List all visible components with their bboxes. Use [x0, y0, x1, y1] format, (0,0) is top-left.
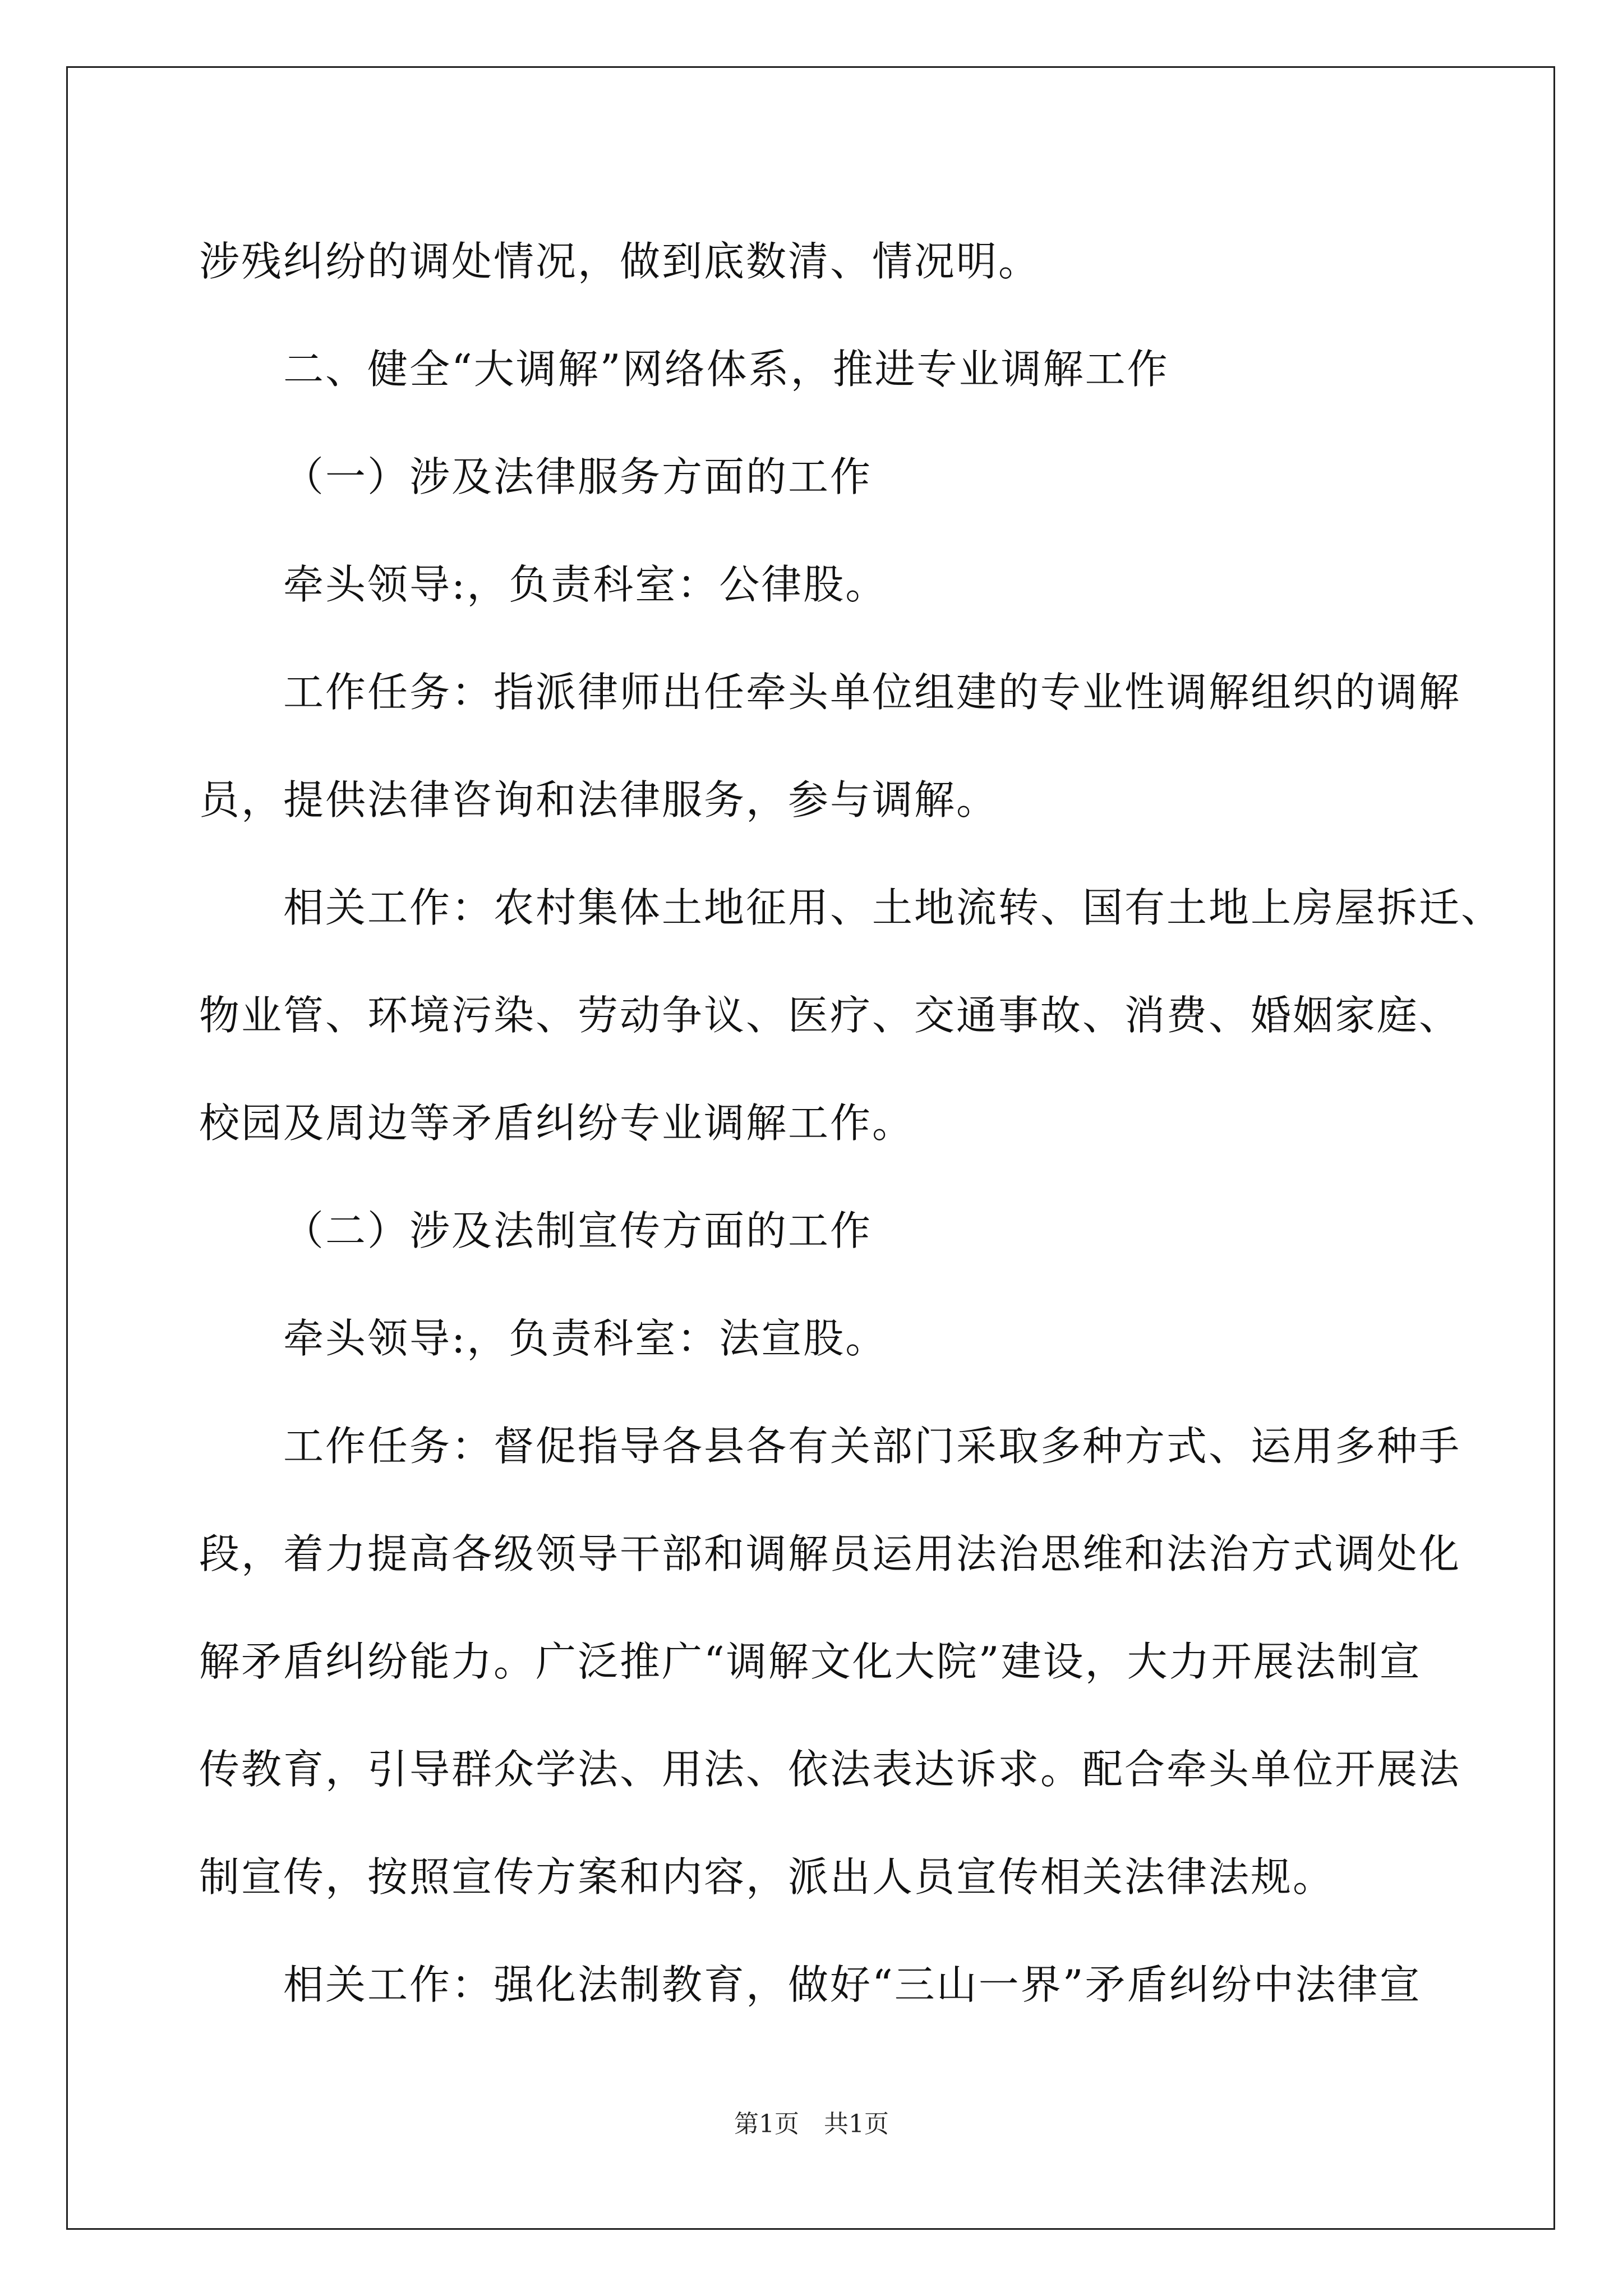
paragraph-line: 员，提供法律咨询和法律服务，参与调解。: [199, 776, 999, 823]
paragraph-line: 物业管、环境污染、劳动争议、医疗、交通事故、消费、婚姻家庭、: [199, 992, 1461, 1039]
document-body: [199, 208, 1504, 2039]
paragraph-line: 传教育，引导群众学法、用法、依法表达诉求。配合牵头单位开展法: [199, 1746, 1461, 1793]
paragraph-line: 相关工作：强化法制教育，做好“三山一界”矛盾纠纷中法律宣: [283, 1961, 1422, 2008]
subsection-heading: （二）涉及法制宣传方面的工作: [283, 1207, 873, 1254]
section-heading: 二、健全“大调解”网络体系，推进专业调解工作: [283, 346, 1169, 393]
paragraph-line: 校园及周边等矛盾纠纷专业调解工作。: [199, 1099, 915, 1147]
paragraph-line: 工作任务：指派律师出任牵头单位组建的专业性调解组织的调解: [283, 669, 1461, 716]
paragraph-line: 牵头领导:，负责科室：公律股。: [283, 561, 888, 608]
paragraph-line: 制宣传，按照宣传方案和内容，派出人员宣传相关法律法规。: [199, 1853, 1335, 1901]
paragraph-line: 牵头领导:，负责科室：法宣股。: [283, 1315, 888, 1362]
paragraph-line: 解矛盾纠纷能力。广泛推广“调解文化大院”建设，大力开展法制宣: [199, 1638, 1422, 1685]
paragraph-line: 段，着力提高各级领导干部和调解员运用法治思维和法治方式调处化: [199, 1530, 1461, 1577]
subsection-heading: （一）涉及法律服务方面的工作: [283, 453, 873, 500]
page-number-footer: 第1页 共1页: [734, 2110, 889, 2138]
paragraph-line: 涉残纠纷的调处情况，做到底数清、情况明。: [199, 238, 1041, 285]
paragraph-line: 相关工作：农村集体土地征用、土地流转、国有土地上房屋拆迁、: [283, 884, 1504, 931]
paragraph-line: 工作任务：督促指导各县各有关部门采取多种方式、运用多种手: [283, 1423, 1461, 1470]
